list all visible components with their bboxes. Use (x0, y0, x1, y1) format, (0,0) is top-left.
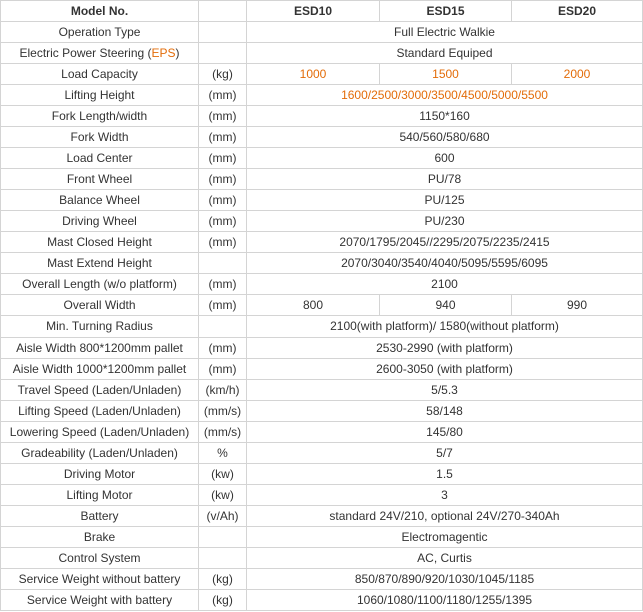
row-unit: (mm) (199, 295, 247, 316)
spec-row-lowering-speed (1, 421, 643, 442)
spec-row-aisle-width-800 (1, 337, 643, 358)
spec-row-mast-extend-height (1, 253, 643, 274)
spec-row-control-system (1, 547, 643, 568)
row-value: 1150*160 (247, 106, 643, 127)
row-label: Aisle Width 1000*1200mm pallet (1, 358, 199, 379)
row-unit: (v/Ah) (199, 505, 247, 526)
spec-row-load-capacity (1, 64, 643, 85)
row-label: Operation Type (1, 22, 199, 43)
spec-row-overall-width (1, 295, 643, 316)
row-label: Aisle Width 800*1200mm pallet (1, 337, 199, 358)
row-unit (199, 43, 247, 64)
spec-row-front-wheel (1, 169, 643, 190)
spec-row-aisle-width-1000 (1, 358, 643, 379)
spec-row-load-center (1, 148, 643, 169)
spec-row-lifting-speed (1, 400, 643, 421)
spec-row-gradeability (1, 442, 643, 463)
spec-row-brake (1, 526, 643, 547)
row-unit: % (199, 442, 247, 463)
spec-row-fork-length-width (1, 106, 643, 127)
spec-row-operation-type (1, 22, 643, 43)
model-esd15-header: ESD15 (380, 1, 512, 22)
row-value: PU/78 (247, 169, 643, 190)
row-value: PU/230 (247, 211, 643, 232)
row-value: 1060/1080/1100/1180/1255/1395 (247, 589, 643, 610)
model-esd10-header: ESD10 (247, 1, 380, 22)
row-unit: (mm) (199, 274, 247, 295)
esd10-value: 800 (247, 295, 380, 316)
row-value: 850/870/890/920/1030/1045/1185 (247, 568, 643, 589)
row-value: 1600/2500/3000/3500/4500/5000/5500 (247, 85, 643, 106)
row-unit: (mm) (199, 211, 247, 232)
row-unit (199, 22, 247, 43)
row-label: Overall Length (w/o platform) (1, 274, 199, 295)
eps-highlight: EPS (151, 46, 176, 61)
row-value: Standard Equiped (247, 43, 643, 64)
row-label: Mast Extend Height (1, 253, 199, 274)
spec-row-travel-speed (1, 379, 643, 400)
row-unit: (mm) (199, 358, 247, 379)
row-value: AC, Curtis (247, 547, 643, 568)
esd15-value: 940 (380, 295, 512, 316)
esd20-value: 990 (512, 295, 643, 316)
row-value: 540/560/580/680 (247, 127, 643, 148)
row-value: Full Electric Walkie (247, 22, 643, 43)
row-label: Mast Closed Height (1, 232, 199, 253)
row-unit (199, 316, 247, 337)
row-label: Load Capacity (1, 64, 199, 85)
spec-row-driving-wheel (1, 211, 643, 232)
spec-row-balance-wheel (1, 190, 643, 211)
row-value: 58/148 (247, 400, 643, 421)
row-unit: (mm/s) (199, 421, 247, 442)
model-esd20-header: ESD20 (512, 1, 643, 22)
row-value: PU/125 (247, 190, 643, 211)
row-unit: (kw) (199, 463, 247, 484)
row-label: Fork Length/width (1, 106, 199, 127)
row-unit: (mm) (199, 127, 247, 148)
row-unit (199, 547, 247, 568)
esd20-value: 2000 (512, 64, 643, 85)
row-value: 1.5 (247, 463, 643, 484)
label-prefix: Electric Power Steering ( (19, 46, 152, 61)
row-unit (199, 253, 247, 274)
row-label (1, 43, 199, 64)
row-value: 2100 (247, 274, 643, 295)
row-value: 2070/1795/2045//2295/2075/2235/2415 (247, 232, 643, 253)
row-label: Fork Width (1, 127, 199, 148)
spec-row-battery (1, 505, 643, 526)
row-label: Lifting Motor (1, 484, 199, 505)
spec-row-lifting-motor (1, 484, 643, 505)
row-value: 3 (247, 484, 643, 505)
spec-row-min-turning-radius (1, 316, 643, 337)
model-no-header: Model No. (1, 1, 199, 22)
row-unit (199, 526, 247, 547)
row-unit: (kg) (199, 568, 247, 589)
row-label: Service Weight with battery (1, 589, 199, 610)
row-value: 2600-3050 (with platform) (247, 358, 643, 379)
spec-row-fork-width (1, 127, 643, 148)
spec-row-driving-motor (1, 463, 643, 484)
row-unit: (mm) (199, 85, 247, 106)
header-row (1, 1, 643, 22)
row-label: Lowering Speed (Laden/Unladen) (1, 421, 199, 442)
row-label: Load Center (1, 148, 199, 169)
row-value: 145/80 (247, 421, 643, 442)
row-unit: (kg) (199, 589, 247, 610)
row-label: Balance Wheel (1, 190, 199, 211)
row-label: Battery (1, 505, 199, 526)
row-label: Brake (1, 526, 199, 547)
row-label: Front Wheel (1, 169, 199, 190)
row-unit: (mm) (199, 169, 247, 190)
row-value: 600 (247, 148, 643, 169)
row-unit: (mm) (199, 190, 247, 211)
row-label: Control System (1, 547, 199, 568)
esd15-value: 1500 (380, 64, 512, 85)
row-label: Travel Speed (Laden/Unladen) (1, 379, 199, 400)
spec-row-mast-closed-height (1, 232, 643, 253)
unit-header (199, 1, 247, 22)
spec-row-eps (1, 43, 643, 64)
row-label: Overall Width (1, 295, 199, 316)
spec-row-lifting-height (1, 85, 643, 106)
row-unit: (mm) (199, 148, 247, 169)
row-value: 5/5.3 (247, 379, 643, 400)
label-suffix: ) (175, 46, 180, 61)
row-value: Electromagentic (247, 526, 643, 547)
row-label: Lifting Height (1, 85, 199, 106)
esd10-value: 1000 (247, 64, 380, 85)
spec-row-service-weight-without-battery (1, 568, 643, 589)
row-unit: (mm) (199, 337, 247, 358)
row-unit: (kg) (199, 64, 247, 85)
row-unit: (mm/s) (199, 400, 247, 421)
row-value: standard 24V/210, optional 24V/270-340Ah (247, 505, 643, 526)
row-value: 5/7 (247, 442, 643, 463)
row-value: 2070/3040/3540/4040/5095/5595/6095 (247, 253, 643, 274)
row-unit: (kw) (199, 484, 247, 505)
row-unit: (mm) (199, 106, 247, 127)
row-unit: (km/h) (199, 379, 247, 400)
row-value: 2530-2990 (with platform) (247, 337, 643, 358)
row-value: 2100(with platform)/ 1580(without platform) (247, 316, 643, 337)
row-label: Lifting Speed (Laden/Unladen) (1, 400, 199, 421)
row-unit: (mm) (199, 232, 247, 253)
row-label: Service Weight without battery (1, 568, 199, 589)
row-label: Driving Wheel (1, 211, 199, 232)
spec-row-service-weight-with-battery (1, 589, 643, 610)
row-label: Gradeability (Laden/Unladen) (1, 442, 199, 463)
row-label: Driving Motor (1, 463, 199, 484)
row-label: Min. Turning Radius (1, 316, 199, 337)
spec-row-overall-length (1, 274, 643, 295)
